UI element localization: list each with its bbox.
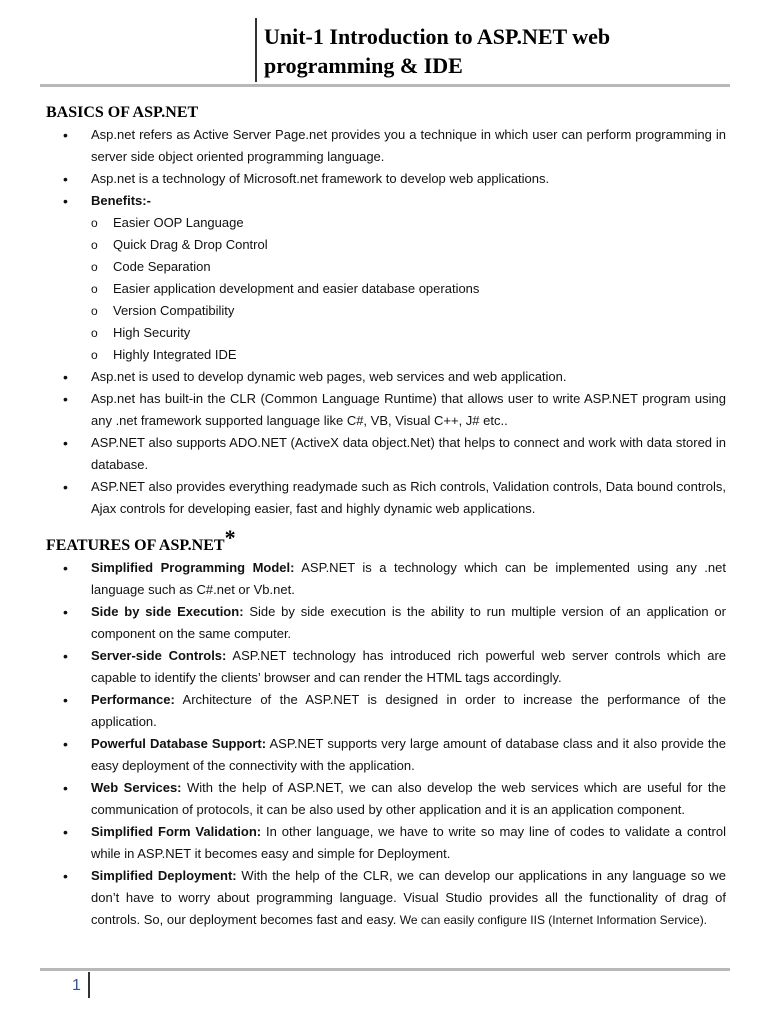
sub-list-item: o Easier OOP Language xyxy=(91,212,726,234)
list-item: • Asp.net is used to develop dynamic web pages, web services and web application. xyxy=(46,366,726,388)
list-item: • Asp.net refers as Active Server Page.net provides you a technique in which user can perform programming in server side object oriented programming language. xyxy=(46,124,726,168)
sub-list-item: o High Security xyxy=(91,322,726,344)
footer-rule xyxy=(40,968,730,971)
list-item: • ASP.NET also supports ADO.NET (ActiveX data object.Net) that helps to connect and work with data stored in database. xyxy=(46,432,726,476)
feature-text: With the help of ASP.NET, we can also develop the web services which are useful for the communication of protocols, it can be also used by other application and it is an application component. xyxy=(91,780,726,817)
section-heading-features xyxy=(46,525,726,556)
sub-list-item: o Highly Integrated IDE xyxy=(91,344,726,366)
header-divider-vertical xyxy=(255,18,257,82)
page-title xyxy=(264,22,734,80)
sub-list-item: o Code Separation xyxy=(91,256,726,278)
document-body xyxy=(46,103,726,931)
list-item-benefits xyxy=(46,190,726,366)
sub-list-item: o Quick Drag & Drop Control xyxy=(91,234,726,256)
feature-term: Web Services: xyxy=(91,780,182,795)
feature-text: ASP.NET supports very large amount of database class and it also provide the easy deployment of the connectivity with the application. xyxy=(91,736,726,773)
feature-term: Server-side Controls: xyxy=(91,648,227,663)
feature-item xyxy=(46,865,726,931)
list-item: • Asp.net has built-in the CLR (Common Language Runtime) that allows user to write ASP.NET program using any .net framework supported language like C#, VB, Visual C++, J# etc.. xyxy=(46,388,726,432)
page-number: 1 xyxy=(72,977,81,994)
feature-text: In other language, we have to write so may line of codes to validate a control while in ASP.NET it becomes easy and simple for Deployment. xyxy=(91,824,726,861)
section-heading-basics: BASICS OF ASP.NET xyxy=(46,104,199,121)
feature-item xyxy=(46,601,726,645)
sub-list-item: o Easier application development and easier database operations xyxy=(91,278,726,300)
section-heading-features-text: FEATURES OF ASP.NET xyxy=(46,537,225,554)
feature-item xyxy=(46,777,726,821)
features-list xyxy=(46,557,726,931)
feature-item xyxy=(46,733,726,777)
feature-text-small: We can easily configure IIS (Internet Information Service). xyxy=(396,913,708,927)
page-title-line-2: programming & IDE xyxy=(264,53,463,78)
feature-text: With the help of the CLR, we can develop our applications in any language so we don’t have to worry about programming language. Visual Studio provides all the functionality of drag of controls. So, our deployment becomes fast and easy. xyxy=(91,868,726,927)
feature-item xyxy=(46,645,726,689)
footer-divider-vertical xyxy=(88,972,90,998)
feature-text: ASP.NET technology has introduced rich powerful web server controls which are capable to identify the clients’ browser and can render the HTML tags accordingly. xyxy=(91,648,727,685)
feature-item xyxy=(46,821,726,865)
header-rule xyxy=(40,84,730,87)
feature-term: Simplified Programming Model: xyxy=(91,560,295,575)
feature-item xyxy=(46,557,726,601)
feature-term: Side by side Execution: xyxy=(91,604,244,619)
feature-term: Performance: xyxy=(91,692,175,707)
basics-list xyxy=(46,124,726,520)
feature-text: Architecture of the ASP.NET is designed in order to increase the performance of the application. xyxy=(91,692,726,729)
page-title-line-1: Unit-1 Introduction to ASP.NET web xyxy=(264,24,611,49)
feature-item xyxy=(46,689,726,733)
feature-term: Simplified Deployment: xyxy=(91,868,237,883)
list-item: • ASP.NET also provides everything readymade such as Rich controls, Validation controls, Data bound controls, Ajax controls for developing easier, fast and highly dynamic web applications. xyxy=(46,476,726,520)
list-item: • Asp.net is a technology of Microsoft.net framework to develop web applications. xyxy=(46,168,726,190)
feature-text: Side by side execution is the ability to run multiple version of an application or component on the same computer. xyxy=(91,604,726,641)
feature-term: Powerful Database Support: xyxy=(91,736,267,751)
feature-text: ASP.NET is a technology which can be implemented using any .net language such as C#.net or Vb.net. xyxy=(91,560,726,597)
sub-list-item: o Version Compatibility xyxy=(91,300,726,322)
asterisk-mark: * xyxy=(224,525,236,550)
benefits-sublist xyxy=(91,212,726,366)
benefits-label: Benefits:- xyxy=(91,193,151,208)
feature-term: Simplified Form Validation: xyxy=(91,824,262,839)
